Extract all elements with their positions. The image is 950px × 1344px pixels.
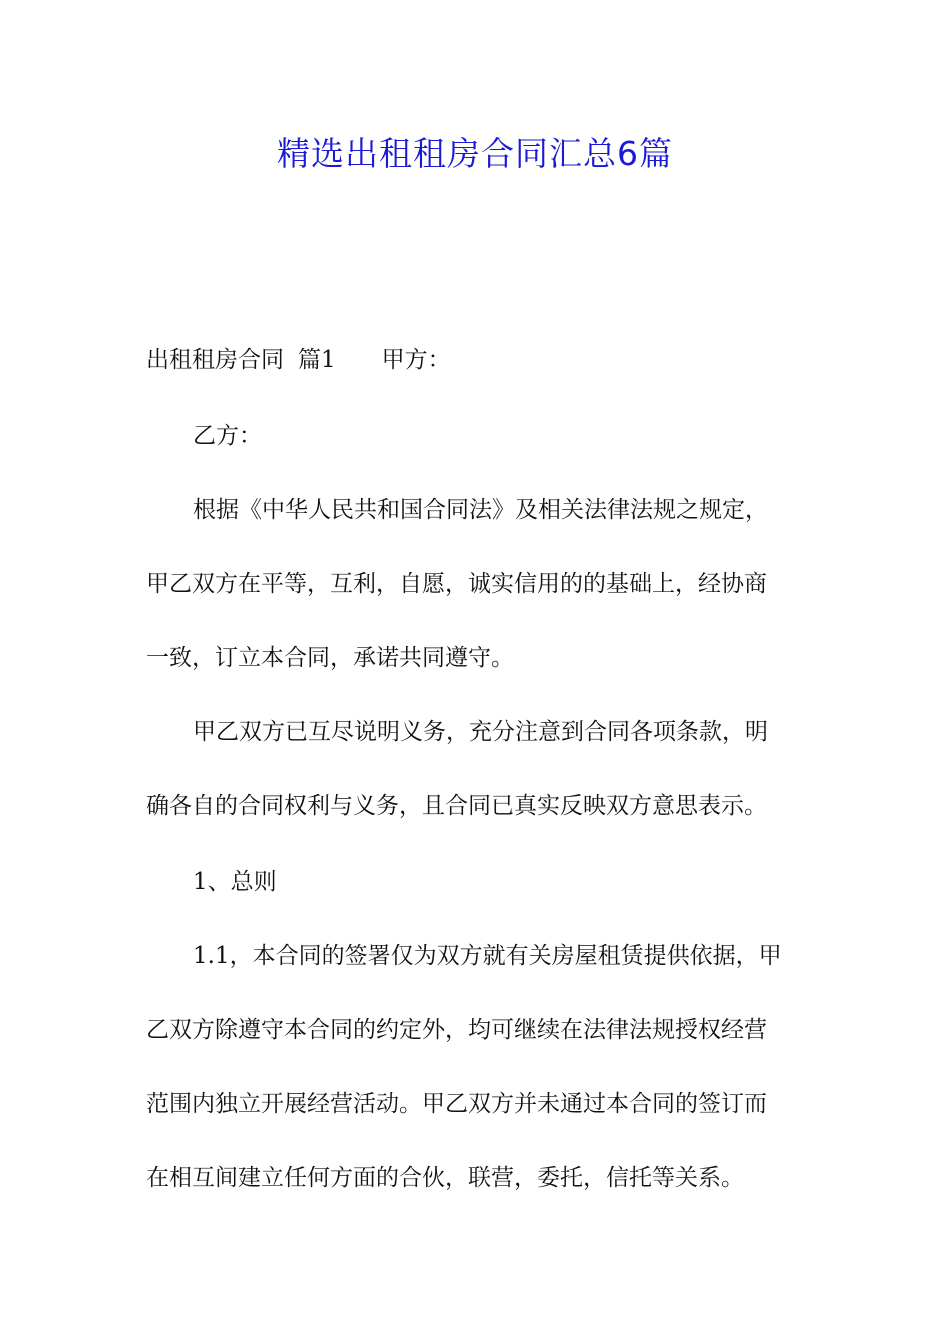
paragraph-line: 确各自的合同权利与义务，且合同已真实反映双方意思表示。 [146,793,767,819]
paragraph-line: 甲乙双方在平等，互利，自愿，诚实信用的的基础上，经协商 [146,571,767,597]
clause-heading: 1、总则 [193,869,277,895]
document-title: 精选出租租房合同汇总6篇 [277,134,673,173]
paragraph-line: 根据《中华人民共和国合同法》及相关法律法规之规定， [193,497,768,523]
paragraph-line: 乙双方除遵守本合同的约定外，均可继续在法律法规授权经营 [146,1017,767,1043]
paragraph-line: 在相互间建立任何方面的合伙，联营，委托，信托等关系。 [146,1165,744,1191]
party-b-label: 乙方： [193,423,262,449]
paragraph-line: 1.1，本合同的签署仅为双方就有关房屋租赁提供依据，甲 [193,943,782,969]
paragraph-line: 范围内独立开展经营活动。甲乙双方并未通过本合同的签订而 [146,1091,767,1117]
party-a-label: 甲方： [381,347,451,373]
section-heading: 出租租房合同 [146,347,284,373]
section-heading-line [146,344,451,376]
paragraph-line: 一致，订立本合同，承诺共同遵守。 [146,645,514,671]
article-number: 篇1 [298,347,336,373]
paragraph-line: 甲乙双方已互尽说明义务，充分注意到合同各项条款，明 [193,719,768,745]
